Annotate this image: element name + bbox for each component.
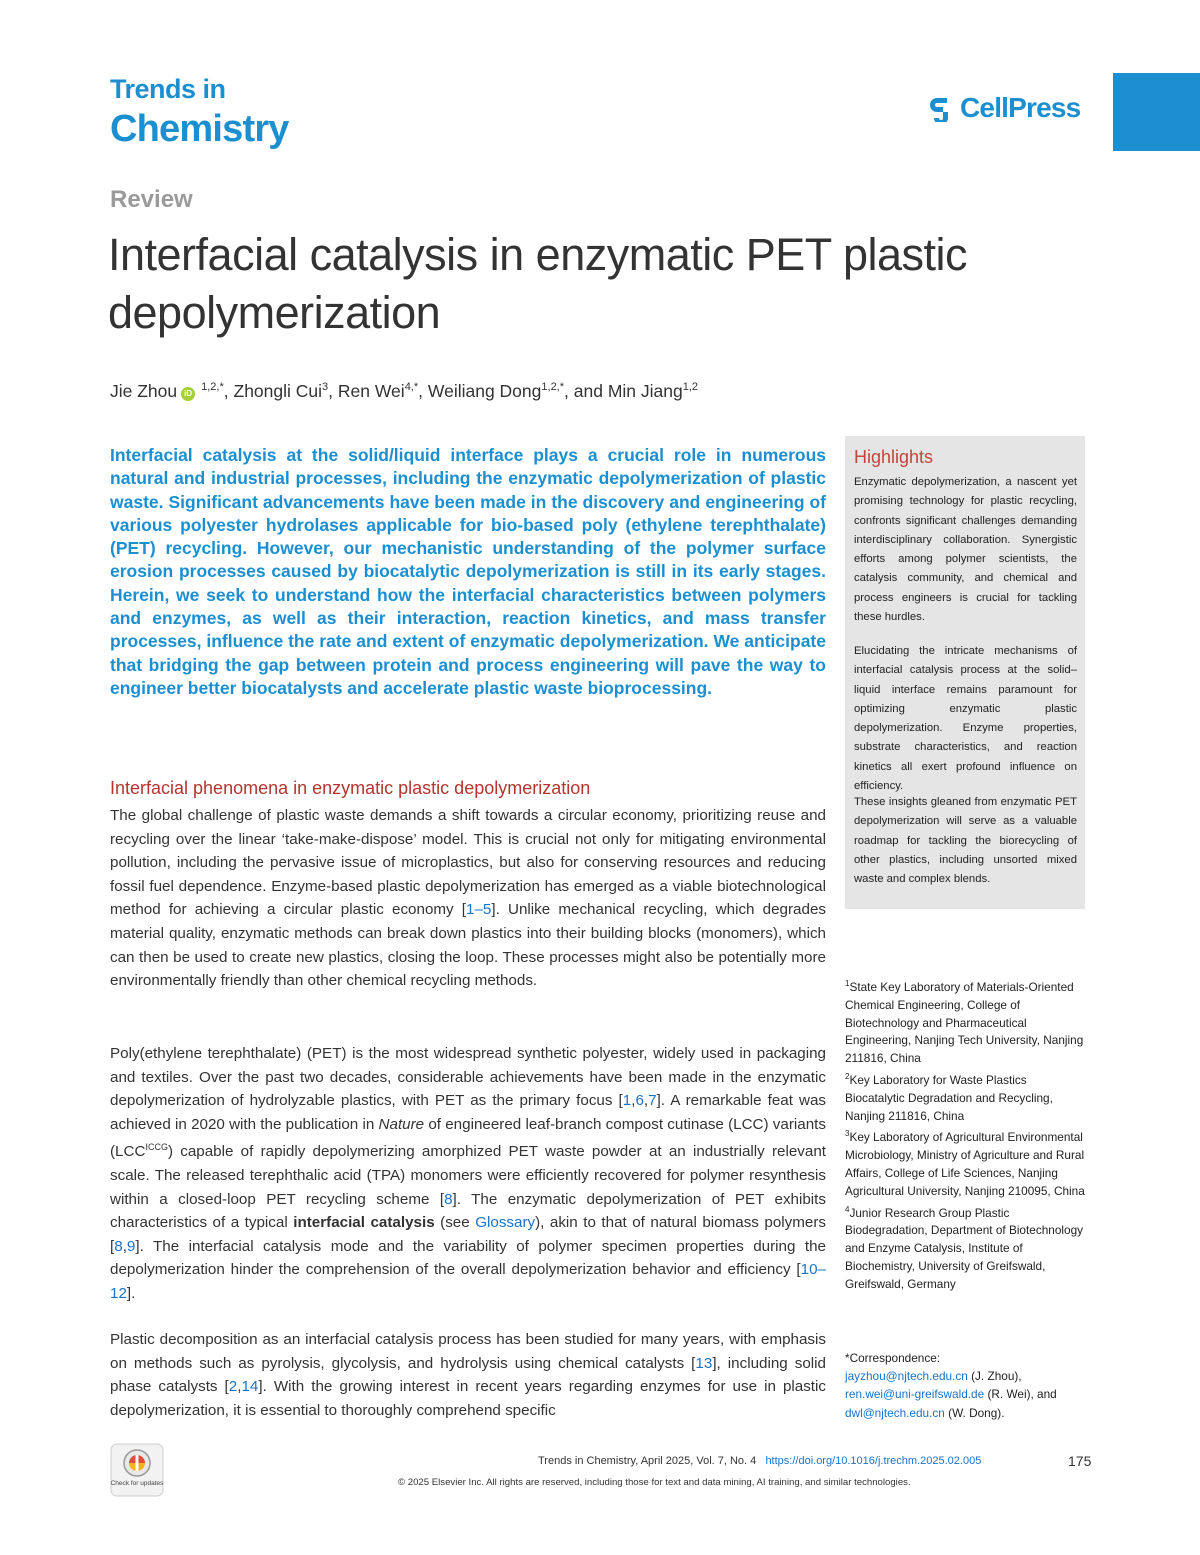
body-paragraph-2: Poly(ethylene terephthalate) (PET) is the most widespread synthetic polyester, widely used in packaging and textiles. Over the past two decades, considerable achievements have been made in the enzymatic depolymerization of hydrolyzable plastics, with PET as the primary focus [1,6,7]. A remarkable feat was achieved in 2020 with the publication in Nature of engineered leaf-branch compost cutinase (LCC) variants $(LCC^{ICCG})$ capable of rapidly depolymerizing amorphized PET waste powder at an industrially relevant scale. The released terephthalic acid (TPA) monomers were efficiently recovered for polymer resynthesis within a closed-loop PET recycling scheme [8]. The enzymatic depolymerization of PET exhibits characteristics of a typical interfacial catalysis (see Glossary), akin to that of natural biomass polymers [8,9]. The interfacial catalysis mode and the variability of polymer specimen properties during the depolymerization hinder the comprehension of the overall depolymerization behavior and efficiency [10–12]. (110, 1045, 827, 1302)
author-list: Jie Zhou $iD^{1,2,*}$, Zhongli Cui$^3$, Ren Wei$^{4,*}$, Weiliang Dong$^{1,2,*}$, and Min Jiang$^{1,2}$ (110, 381, 699, 401)
email-link[interactable]: ren.wei@uni-greifswald.de (845, 1387, 985, 1402)
correspondence: *Correspondence: jayzhou@njtech.edu.cn (J. Zhou), ren.wei@uni-greifswald.de (R. Wei), and dwl@njtech.edu.cn (W. Dong). (845, 1349, 1085, 1422)
journal-color-tab (1113, 73, 1200, 151)
author-name[interactable]: Weiliang Dong (427, 381, 542, 401)
journal-name-line1: Trends in (110, 74, 226, 104)
section-heading: Interfacial phenomena in enzymatic plastic depolymerization (110, 778, 591, 798)
publisher-name: CellPress (960, 92, 1081, 123)
reference-link[interactable]: 8 (444, 1190, 453, 1208)
correspondence-label: *Correspondence: (845, 1351, 941, 1365)
reference-link[interactable]: 2 (228, 1378, 238, 1396)
affiliation-item: $^1$State Key Laboratory of Materials-Oriented Chemical Engineering, College of Biotechnology and Pharmaceutical Engineering, Nanjing Tech University, Nanjing 211816, China (845, 979, 1084, 1066)
svg-text:Check for updates: Check for updates (110, 1480, 164, 1487)
variant-superscript: ICCG (145, 1142, 168, 1153)
reference-link[interactable]: 1–5 (466, 901, 492, 919)
check-for-updates-badge[interactable] (110, 1443, 164, 1497)
author-affiliation-marker: 1,2 (682, 381, 699, 393)
highlights-title: Highlights (854, 447, 934, 467)
affiliation-item: $^3$Key Laboratory of Agricultural Environmental Microbiology, Ministry of Agriculture and Rural Affairs, College of Life Sciences, Nanjing Agricultural University, Nanjing 210095, China (845, 1129, 1085, 1198)
author-affiliation-marker: 1,2,* (541, 381, 565, 393)
copyright: © 2025 Elsevier Inc. All rights are reserved, including those for text and data mining, AI training, and similar technologies. (398, 1477, 911, 1488)
abstract: Interfacial catalysis at the solid/liquid interface plays a crucial role in numerous natural and industrial processes, including the enzymatic depolymerization of plastic waste. Significant advancements have been made in the discovery and engineering of various polyester hydrolases applicable for bio-based poly (ethylene terephthalate) (PET) recycling. However, our mechanistic understanding of the polymer surface erosion processes caused by biocatalytic depolymerization is still in its early stages. Herein, we seek to understand how the interfacial characteristics between polymers and enzymes, as well as their interaction, reaction kinetics, and mass transfer processes, influence the rate and extent of enzymatic depolymerization. We anticipate that bridging the gap between protein and process engineering will pave the way to engineer better biocatalysts and accelerate plastic waste bioprocessing. (110, 445, 826, 698)
check-for-updates-icon (110, 1443, 164, 1497)
journal-name-italic: Nature (378, 1115, 425, 1133)
author-name[interactable]: Ren Wei (337, 381, 405, 401)
journal-name-line2: Chemistry (110, 108, 289, 150)
highlight-item: These insights gleaned from enzymatic PET depolymerization will serve as a valuable roadmap for tackling the biorecycling of other plastics, including unsorted mixed waste and complex blends. (854, 796, 1077, 886)
orcid-icon[interactable]: iD (181, 387, 195, 401)
affiliation-item: $^2$Key Laboratory for Waste Plastics Biocatalytic Degradation and Recycling, Nanjing 211816, China (845, 1071, 1053, 1123)
article-title: Interfacial catalysis in enzymatic PET plastic depolymerization (108, 229, 968, 338)
reference-link[interactable]: 14 (241, 1378, 259, 1396)
reference-link[interactable]: 13 (695, 1354, 713, 1372)
author-affiliation-marker: 1,2,* (201, 381, 224, 393)
publisher-logo (924, 92, 1080, 124)
highlight-item: Elucidating the intricate mechanisms of interfacial catalysis process at the solid–liquid interface remains paramount for optimizing enzymatic plastic depolymerization. Enzyme properties, substrate characteristics, and reaction kinetics all exert profound influence on efficiency. (854, 645, 1077, 793)
page-number: 175 (1068, 1453, 1092, 1469)
citation-line (538, 1455, 981, 1467)
author-name[interactable]: Min Jiang (607, 381, 683, 401)
article-type: Review (110, 186, 193, 213)
reference-link[interactable]: 1 (622, 1092, 632, 1110)
affiliations (845, 975, 1085, 1294)
cellpress-logo-icon (924, 94, 954, 122)
author-name[interactable]: Zhongli Cui (233, 381, 323, 401)
email-link[interactable]: dwl@njtech.edu.cn (845, 1405, 945, 1420)
body-paragraph-1: The global challenge of plastic waste demands a shift towards a circular economy, prioritizing reuse and recycling over the linear ‘take-make-dispose’ model. This is crucial not only for mitigating environmental pollution, including the pervasive issue of microplastics, but also for conserving resources and reducing fossil fuel dependence. Enzyme-based plastic depolymerization has emerged as a viable biotechnological method for achieving a circular plastic economy [1–5]. Unlike mechanical recycling, which degrades material quality, enzymatic methods can break down plastics into their building blocks (monomers), which can then be used to create new plastics, closing the loop. These processes might also be potentially more environmentally friendly than other chemical recycling methods. (110, 807, 826, 990)
reference-link[interactable]: 6 (635, 1092, 644, 1110)
doi-link[interactable]: https://doi.org/10.1016/j.trechm.2025.02.005 (765, 1455, 982, 1467)
reference-link[interactable]: 7 (648, 1092, 657, 1110)
citation: Trends in Chemistry, April 2025, Vol. 7, No. 4 (538, 1455, 757, 1467)
author-name[interactable]: Jie Zhou (110, 381, 178, 401)
affiliation-item: $^4$Junior Research Group Plastic Biodegradation, Department of Biotechnology and Enzyme Catalysis, Institute of Biochemistry, University of Greifswald, Greifswald, Germany (845, 1204, 1084, 1291)
reference-link[interactable]: 10–12 (110, 1261, 826, 1302)
author-affiliation-marker: 4,* (404, 381, 419, 393)
glossary-link[interactable]: Glossary (475, 1214, 536, 1232)
reference-link[interactable]: 8 (114, 1237, 123, 1255)
glossary-term: interfacial catalysis (293, 1214, 435, 1232)
author-affiliation-marker: 3 (322, 381, 329, 393)
highlight-item: Enzymatic depolymerization, a nascent yet promising technology for plastic recycling, confronts significant challenges demanding interdisciplinary collaboration. Synergistic efforts among polymer scientists, the catalysis community, and chemical and process engineers is crucial for tackling these hurdles. (854, 476, 1077, 624)
reference-link[interactable]: 9 (126, 1237, 136, 1255)
email-link[interactable]: jayzhou@njtech.edu.cn (845, 1369, 968, 1384)
body-paragraph-3: Plastic decomposition as an interfacial catalysis process has been studied for many years, with emphasis on methods such as pyrolysis, glycolysis, and hydrolysis using chemical catalysts [13], including solid phase catalysts [2,14]. With the growing interest in recent years regarding enzymes for use in plastic depolymerization, it is essential to thoroughly comprehend specific (110, 1331, 826, 1419)
